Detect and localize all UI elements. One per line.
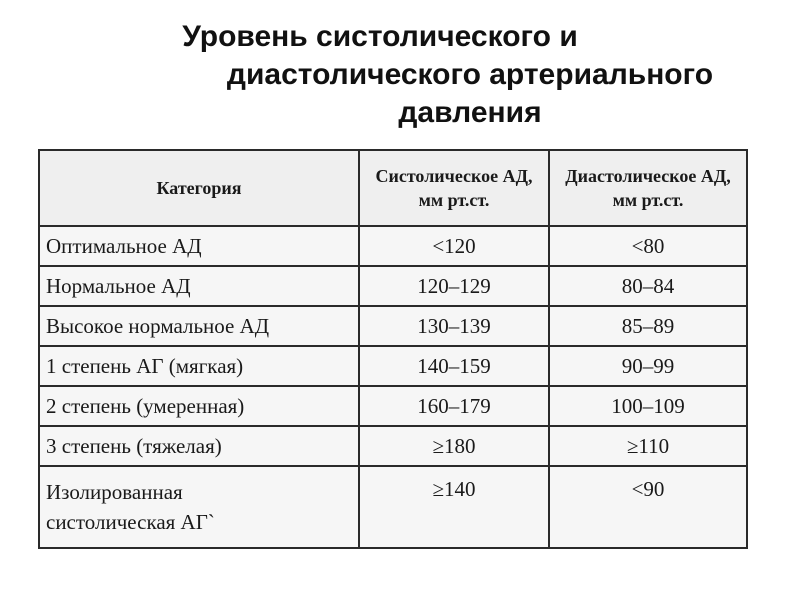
header-systolic-line-2: мм рт.ст. — [418, 190, 490, 210]
row-systolic: ≥180 — [359, 426, 549, 466]
row-diastolic: 85–89 — [549, 306, 747, 346]
blood-pressure-table — [38, 149, 748, 549]
table-row — [39, 386, 747, 426]
row-category: 1 степень АГ (мягкая) — [39, 346, 359, 386]
table-row — [39, 226, 747, 266]
header-category: Категория — [39, 150, 359, 226]
row-category: 3 степень (тяжелая) — [39, 426, 359, 466]
table-header-row — [39, 150, 747, 226]
row-systolic: 120–129 — [359, 266, 549, 306]
row-diastolic: 100–109 — [549, 386, 747, 426]
row-category: Нормальное АД — [39, 266, 359, 306]
row-diastolic: 80–84 — [549, 266, 747, 306]
page-title — [120, 18, 760, 132]
row-category: Высокое нормальное АД — [39, 306, 359, 346]
header-diastolic-line-1: Диастолическое АД, — [565, 166, 731, 186]
header-diastolic — [549, 150, 747, 226]
title-line-1: Уровень систолического и — [182, 20, 578, 53]
row-category-line-2: систолическая АГ` — [46, 510, 215, 534]
row-category: 2 степень (умеренная) — [39, 386, 359, 426]
title-line-2: диастолического артериального — [226, 58, 714, 91]
row-category: Оптимальное АД — [39, 226, 359, 266]
table-row — [39, 426, 747, 466]
row-systolic: 160–179 — [359, 386, 549, 426]
row-diastolic: <80 — [549, 226, 747, 266]
header-diastolic-line-2: мм рт.ст. — [612, 190, 684, 210]
row-category — [39, 466, 359, 548]
table-row — [39, 306, 747, 346]
row-systolic: 140–159 — [359, 346, 549, 386]
row-diastolic: 90–99 — [549, 346, 747, 386]
table-row — [39, 266, 747, 306]
header-systolic — [359, 150, 549, 226]
header-systolic-line-1: Систолическое АД, — [375, 166, 533, 186]
row-diastolic: ≥110 — [549, 426, 747, 466]
row-systolic: 130–139 — [359, 306, 549, 346]
row-systolic: ≥140 — [359, 466, 549, 548]
table-row — [39, 466, 747, 548]
row-category-line-1: Изолированная — [46, 480, 183, 504]
table-row — [39, 346, 747, 386]
row-diastolic: <90 — [549, 466, 747, 548]
row-systolic: <120 — [359, 226, 549, 266]
title-line-3: давления — [398, 96, 542, 129]
